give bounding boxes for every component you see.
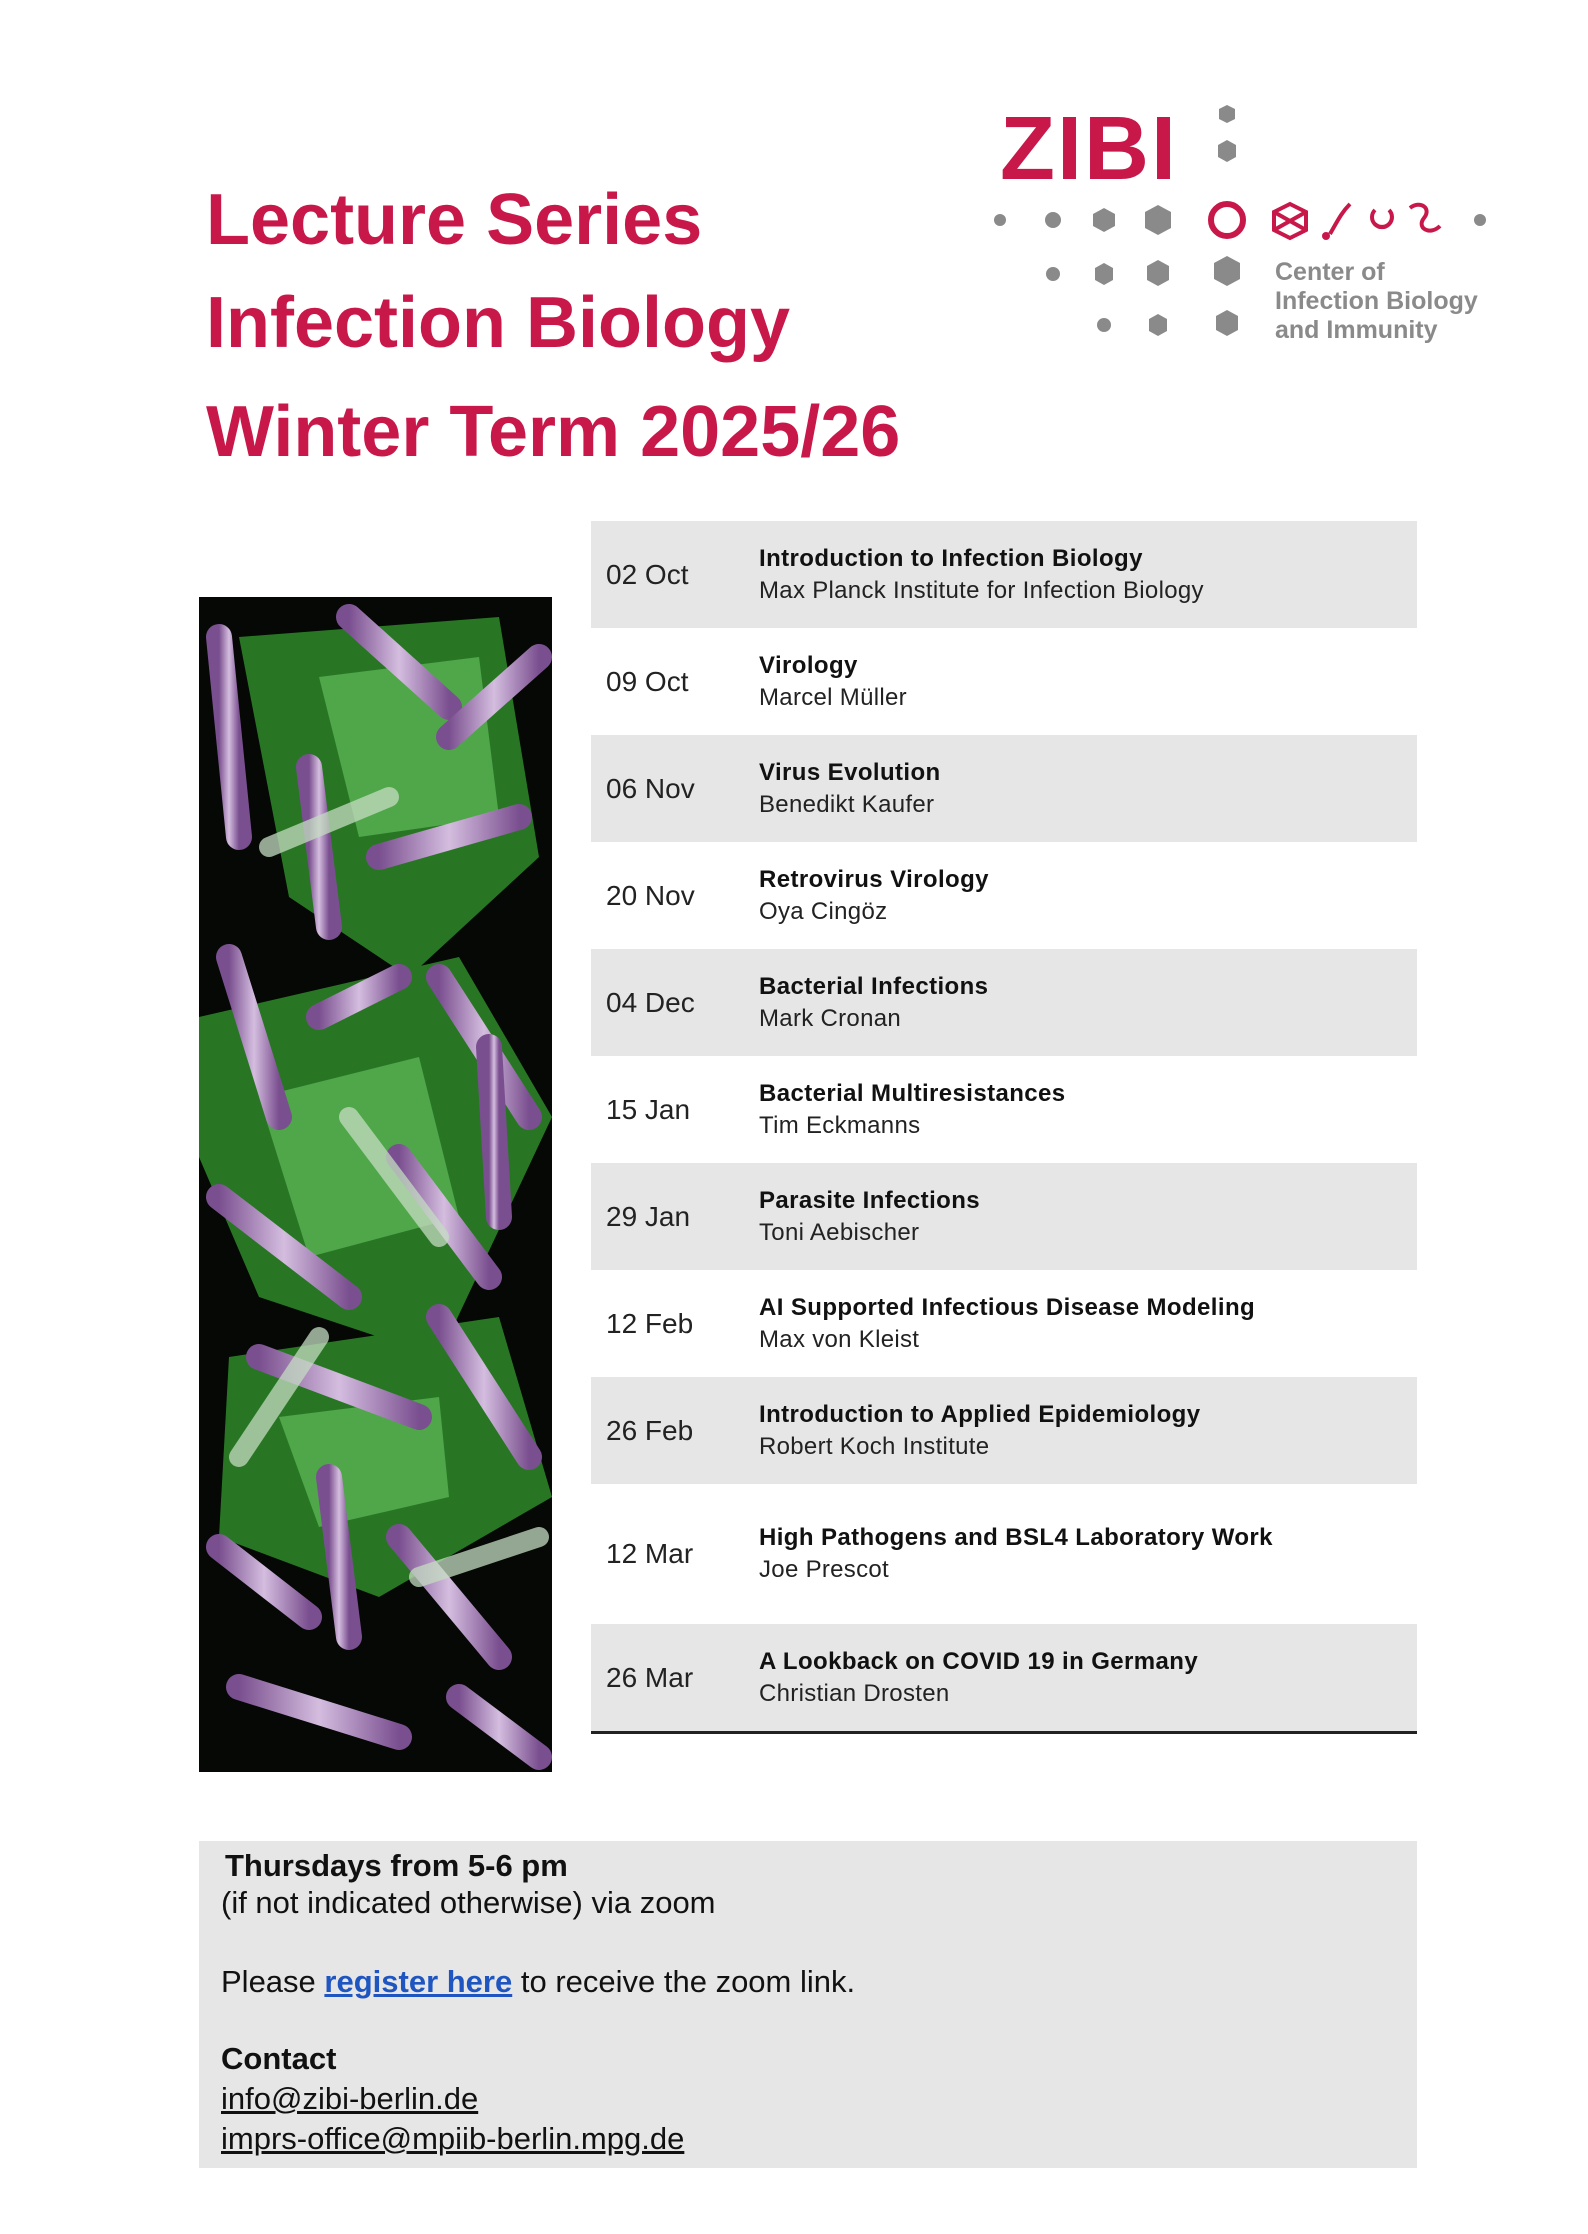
lecture-date: 29 Jan <box>606 1200 691 1232</box>
lecture-speaker: Robert Koch Institute <box>759 1432 990 1460</box>
lecture-date: 02 Oct <box>606 558 689 590</box>
table-row <box>591 949 1417 1056</box>
table-row <box>591 628 1417 735</box>
table-row <box>591 735 1417 842</box>
lecture-title: Retrovirus Virology <box>759 865 989 893</box>
title-line-1: Lecture Series <box>206 180 703 260</box>
lecture-date: 04 Dec <box>606 986 695 1018</box>
logo-subtitle <box>1275 258 1478 345</box>
logo-subtitle-line: and Immunity <box>1275 316 1438 344</box>
lecture-title: A Lookback on COVID 19 in Germany <box>759 1647 1199 1675</box>
event-info-box <box>199 1841 1417 2168</box>
zibi-logo <box>990 100 1510 350</box>
title-line-3: Winter Term 2025/26 <box>206 392 901 472</box>
title-line-2: Infection Biology <box>206 283 790 363</box>
lecture-date: 26 Feb <box>606 1414 694 1446</box>
lecture-title: High Pathogens and BSL4 Laboratory Work <box>759 1524 1273 1551</box>
table-row <box>591 1377 1417 1484</box>
lecture-title: Introduction to Infection Biology <box>759 544 1143 572</box>
lecture-speaker: Toni Aebischer <box>759 1218 920 1246</box>
logo-subtitle-line: Center of <box>1275 258 1385 286</box>
table-row <box>591 1484 1417 1624</box>
lecture-speaker: Joe Prescot <box>759 1556 890 1583</box>
logo-subtitle-line: Infection Biology <box>1275 287 1478 315</box>
lecture-date: 09 Oct <box>606 665 689 697</box>
table-row <box>591 842 1417 949</box>
lecture-title: Introduction to Applied Epidemiology <box>759 1400 1201 1428</box>
register-line <box>221 1964 855 2000</box>
lecture-speaker: Benedikt Kaufer <box>759 790 935 818</box>
contact-heading: Contact <box>221 2041 337 2076</box>
register-prefix: Please <box>221 1964 325 1999</box>
table-row <box>591 1270 1417 1377</box>
lecture-date: 15 Jan <box>606 1093 691 1125</box>
event-note: (if not indicated otherwise) via zoom <box>221 1885 716 1920</box>
table-row <box>591 1624 1417 1734</box>
bacteria-micrograph-image <box>199 597 552 1772</box>
lecture-title: Virus Evolution <box>759 758 941 786</box>
table-row <box>591 1163 1417 1270</box>
register-link[interactable]: register here <box>324 1964 513 1999</box>
lecture-date: 12 Feb <box>606 1307 694 1339</box>
lecture-speaker: Oya Cingöz <box>759 897 888 925</box>
lecture-title: Parasite Infections <box>759 1186 981 1214</box>
lecture-speaker: Tim Eckmanns <box>759 1111 921 1139</box>
table-row <box>591 521 1417 628</box>
lecture-title: Virology <box>759 651 858 679</box>
lecture-title: AI Supported Infectious Disease Modeling <box>759 1293 1256 1321</box>
lecture-speaker: Marcel Müller <box>759 683 907 711</box>
lecture-title: Bacterial Multiresistances <box>759 1079 1066 1107</box>
lecture-schedule-table <box>591 521 1417 1734</box>
register-suffix: to receive the zoom link. <box>512 1964 856 1999</box>
lecture-speaker: Mark Cronan <box>759 1004 902 1032</box>
event-time: Thursdays from 5-6 pm <box>225 1848 568 1883</box>
logo-wordmark: ZIBI <box>1000 99 1178 199</box>
contact-email-link[interactable]: info@zibi-berlin.de <box>221 2081 479 2116</box>
lecture-speaker: Max von Kleist <box>759 1325 920 1353</box>
table-row <box>591 1056 1417 1163</box>
lecture-date: 26 Mar <box>606 1661 694 1693</box>
contact-email-link[interactable]: imprs-office@mpiib-berlin.mpg.de <box>221 2121 685 2156</box>
lecture-date: 06 Nov <box>606 772 695 804</box>
lecture-speaker: Christian Drosten <box>759 1679 950 1707</box>
lecture-date: 12 Mar <box>606 1538 694 1569</box>
lecture-title: Bacterial Infections <box>759 972 989 1000</box>
lecture-date: 20 Nov <box>606 879 695 911</box>
lecture-speaker: Max Planck Institute for Infection Biology <box>759 576 1204 604</box>
